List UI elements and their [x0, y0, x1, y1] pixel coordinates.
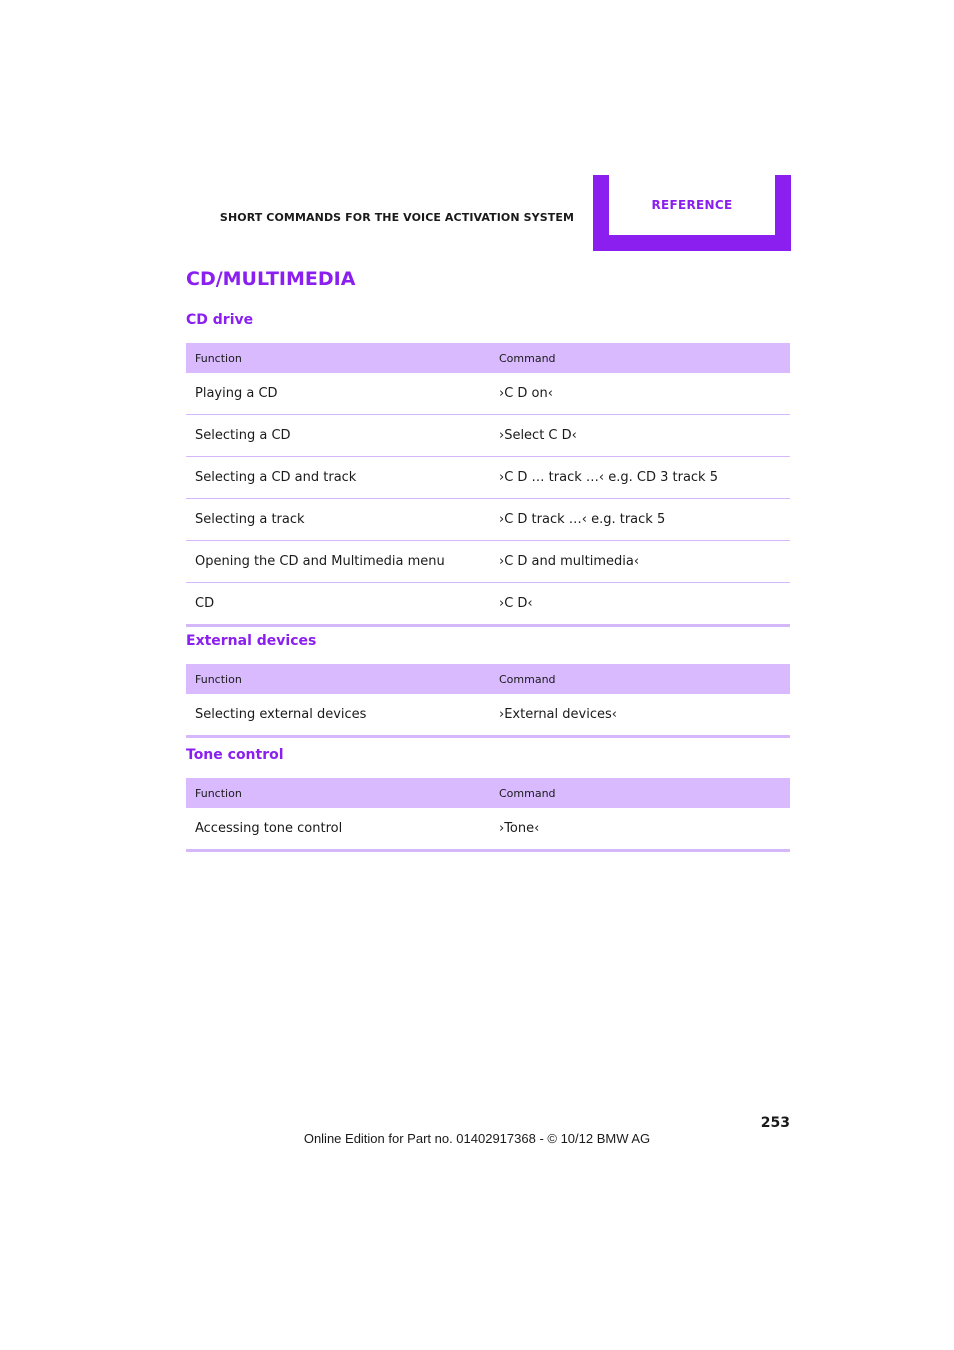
command-cell: ›C D track …‹ e.g. track 5	[499, 512, 666, 527]
table-row	[186, 540, 790, 582]
table-cd-drive	[186, 343, 790, 627]
column-header-command: Command	[499, 672, 556, 686]
table-row	[186, 414, 790, 456]
table-row	[186, 498, 790, 540]
command-cell: ›C D‹	[499, 596, 533, 611]
command-cell: ›C D … track …‹ e.g. CD 3 track 5	[499, 470, 718, 485]
function-cell: Selecting a CD	[195, 428, 291, 443]
table-external-devices	[186, 664, 790, 738]
column-header-function: Function	[195, 351, 242, 365]
section-tab	[593, 175, 791, 251]
command-cell: ›External devices‹	[499, 707, 617, 722]
page-number: 253	[760, 1115, 790, 1131]
running-head: SHORT COMMANDS FOR THE VOICE ACTIVATION SYSTEM	[219, 211, 574, 224]
section-title-external-devices: External devices	[186, 633, 317, 649]
function-cell: Opening the CD and Multimedia menu	[195, 554, 445, 569]
table-row	[186, 582, 790, 624]
table-header	[186, 664, 790, 694]
function-cell: Selecting a CD and track	[195, 470, 357, 485]
function-cell: Playing a CD	[195, 386, 278, 401]
command-cell: ›C D on‹	[499, 386, 553, 401]
section-title-cd-drive: CD drive	[186, 312, 254, 328]
function-cell: Selecting a track	[195, 512, 305, 527]
function-cell: CD	[195, 596, 215, 611]
table-tone-control	[186, 778, 790, 852]
footer-edition-note: Online Edition for Part no. 01402917368 - © 10/12 BMW AG	[303, 1131, 651, 1146]
section-tab-label: REFERENCE	[609, 175, 775, 235]
table-header	[186, 343, 790, 373]
table-row	[186, 456, 790, 498]
column-header-function: Function	[195, 786, 242, 800]
table-header	[186, 778, 790, 808]
section-title-tone-control: Tone control	[186, 747, 284, 763]
column-header-command: Command	[499, 786, 556, 800]
table-row	[186, 808, 790, 849]
column-header-command: Command	[499, 351, 556, 365]
command-cell: ›C D and multimedia‹	[499, 554, 640, 569]
table-row	[186, 373, 790, 414]
function-cell: Selecting external devices	[195, 707, 367, 722]
command-cell: ›Tone‹	[499, 821, 540, 836]
page-title: CD/MULTIMEDIA	[186, 268, 356, 290]
command-cell: ›Select C D‹	[499, 428, 577, 443]
column-header-function: Function	[195, 672, 242, 686]
function-cell: Accessing tone control	[195, 821, 343, 836]
table-row	[186, 694, 790, 735]
